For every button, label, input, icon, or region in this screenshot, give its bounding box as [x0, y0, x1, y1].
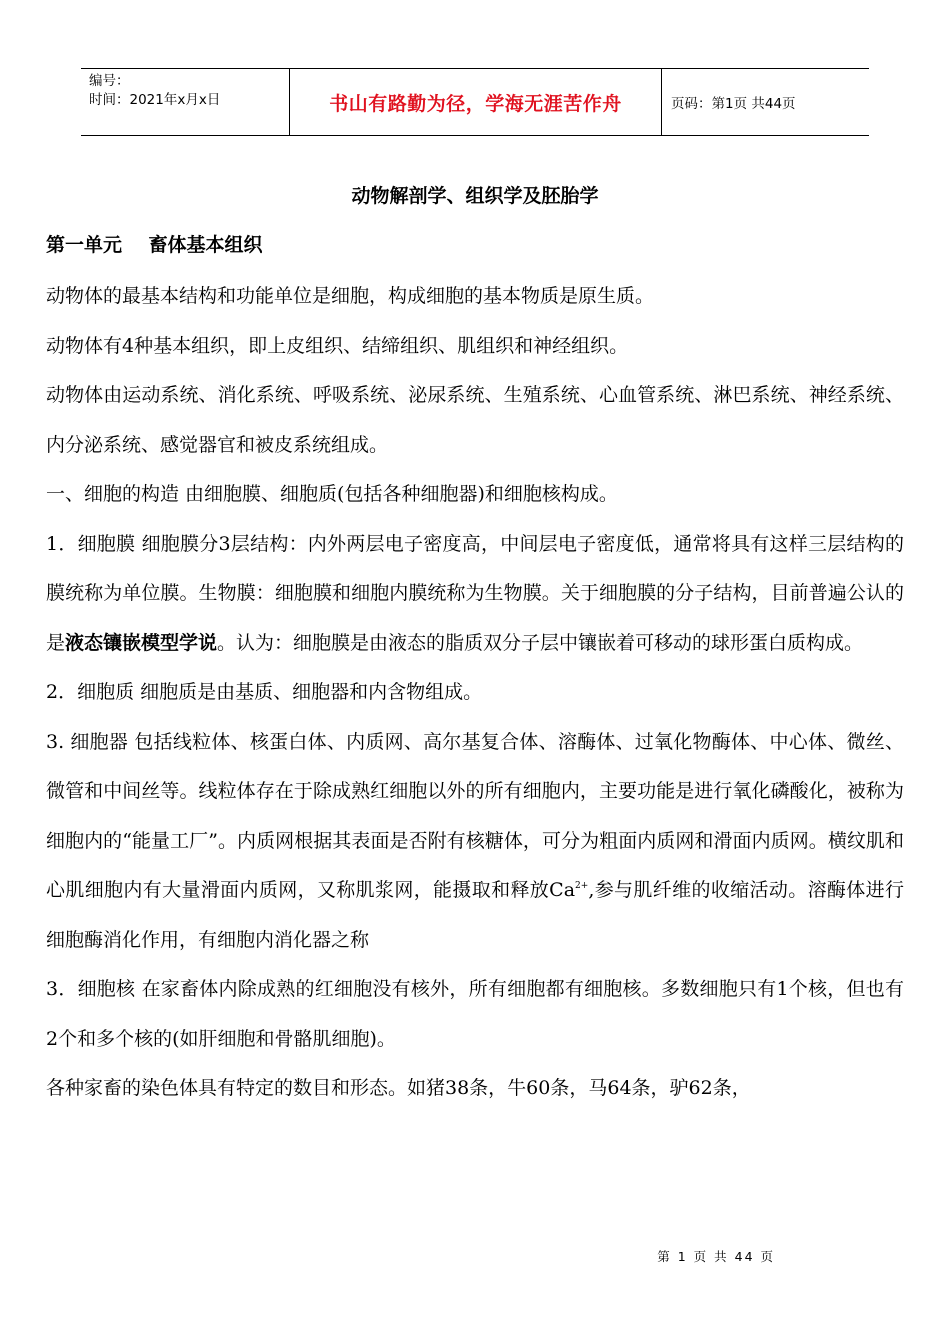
paragraph-9: 各种家畜的染色体具有特定的数目和形态。如猪38条，牛60条，马64条，驴62条，: [46, 1077, 751, 1099]
page-footer: 第 1 页 共 44 页: [657, 1249, 775, 1264]
paragraph-8: 3．细胞核 在家畜体内除成熟的红细胞没有核外，所有细胞都有细胞核。多数细胞只有1个核，但也有2个和多个核的(如肝细胞和骨骼肌细胞)。: [46, 978, 904, 1050]
paragraph-2: 动物体有4种基本组织，即上皮组织、结缔组织、肌组织和神经组织。: [46, 334, 629, 357]
paragraph-6: 2．细胞质 细胞质是由基质、细胞器和内含物组成。: [46, 681, 483, 703]
number-label: 编号：: [89, 73, 130, 89]
document-body: [46, 272, 904, 1114]
paragraph-5-text-b: 。认为：细胞膜是由液态的脂质双分子层中镶嵌着可移动的球形蛋白质构成。: [217, 631, 864, 654]
paragraph-5-text-a: 1．细胞膜 细胞膜分3层结构：内外两层电子密度高，中间层电子密度低，通常将具有这样三层结构的膜统称为单位膜。生物膜：细胞膜和细胞内膜统称为生物膜。关于细胞膜的分子结构，目前普遍公认的是: [46, 532, 904, 654]
paragraph-4: 一、细胞的构造 由细胞膜、细胞质(包括各种细胞器)和细胞核构成。: [46, 483, 618, 505]
paragraph-7-text-a: 3. 细胞器 包括线粒体、核蛋白体、内质网、高尔基复合体、溶酶体、过氧化物酶体、中心体、微丝、微管和中间丝等。线粒体存在于除成熟红细胞以外的所有细胞内，主要功能是进行氧化磷酸化，被称为细胞内的“能量工厂”。内质网根据其表面是否附有核糖体，可分为粗面内质网和滑面内质网。横纹肌和心肌细胞内有大量滑面内质网，又称肌浆网，能摄取和释放Ca: [46, 730, 904, 901]
page-info: 页码：第1页 共44页: [671, 96, 796, 112]
time-label: 时间：2021年x月x日: [89, 92, 221, 108]
header-table: [81, 68, 869, 136]
paragraph-1: 动物体的最基本结构和功能单位是细胞，构成细胞的基本物质是原生质。: [46, 285, 655, 307]
bold-term: 液态镶嵌模型学说: [65, 631, 218, 654]
document-title: 动物解剖学、组织学及胚胎学: [351, 185, 599, 207]
paragraph-7: [46, 718, 904, 966]
paragraph-5: [46, 520, 904, 669]
motto: 书山有路勤为径，学海无涯苦作舟: [289, 69, 662, 135]
superscript-charge: 2+: [575, 881, 589, 891]
paragraph-7-text-b: ,参与肌纤维的收缩活动。溶酶体进行细胞酶消化作用，有细胞内消化器之称: [46, 879, 904, 951]
paragraph-3: 动物体由运动系统、消化系统、呼吸系统、泌尿系统、生殖系统、心血管系统、淋巴系统、神经系统、内分泌系统、感觉器官和被皮系统组成。: [46, 384, 904, 456]
unit-heading: 第一单元 畜体基本组织: [46, 234, 263, 256]
header-meta: [81, 69, 289, 135]
